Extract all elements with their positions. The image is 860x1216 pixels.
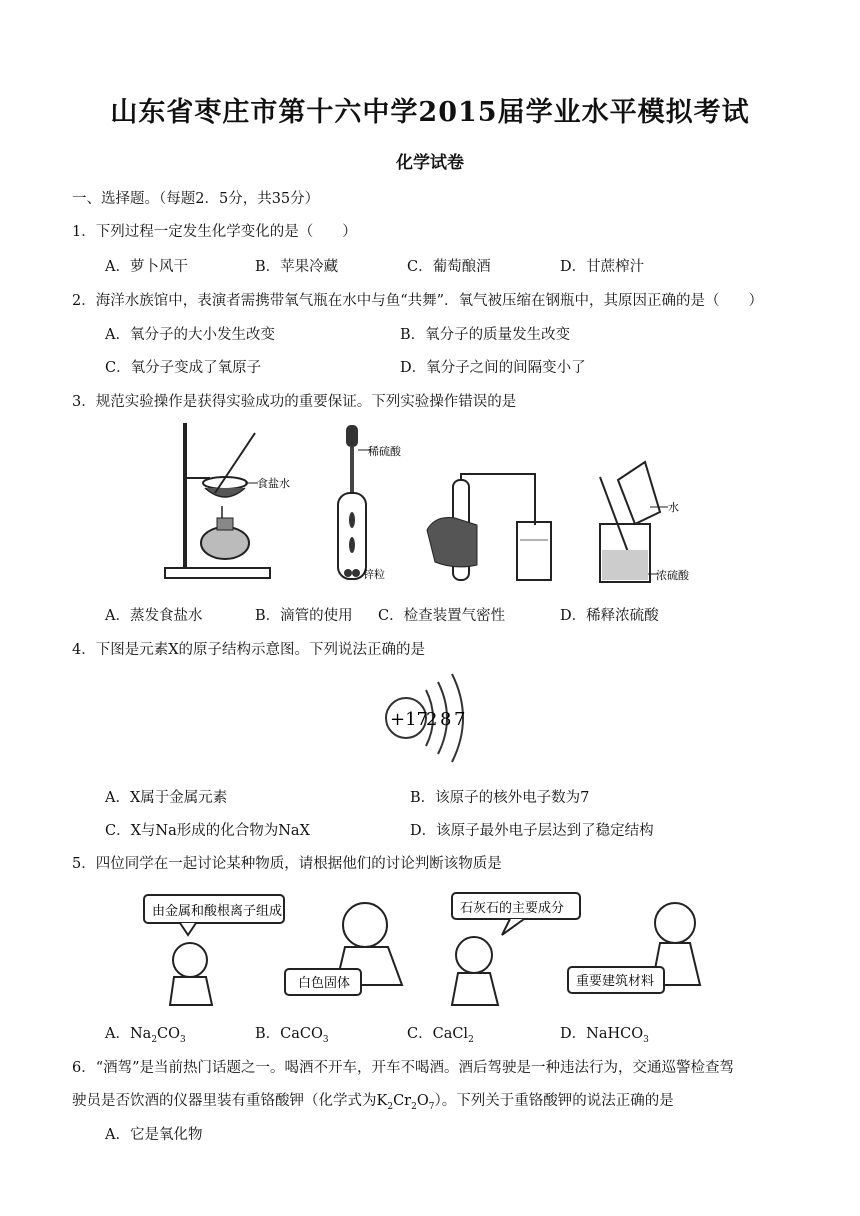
q4-option-b: B．该原子的核外电子数为7 xyxy=(410,790,590,806)
bubble-1-text: 由金属和酸根离子组成 xyxy=(152,904,283,919)
airtightness-apparatus-figure xyxy=(425,470,555,585)
q5-option-c: C．CaCl$_2$ xyxy=(407,1026,474,1045)
dropper-figure xyxy=(318,425,401,585)
bubble-4-text: 重要建筑材料 xyxy=(576,974,655,989)
exam-subtitle: 化学试卷 xyxy=(396,153,464,173)
shell-3-electrons: 7 xyxy=(454,709,466,730)
bubble-2-text: 白色固体 xyxy=(298,976,351,991)
q1-option-b: B．苹果冷藏 xyxy=(255,259,339,275)
q2-option-d: D．氧分子之间的间隔变小了 xyxy=(400,360,586,376)
q4-stem: 4．下图是元素X的原子结构示意图。下列说法正确的是 xyxy=(72,642,426,658)
label-zinc: 锌粒 xyxy=(363,568,385,581)
q1-stem: 1．下列过程一定发生化学变化的是（ ） xyxy=(72,224,357,240)
q4-option-d: D．该原子最外电子层达到了稳定结构 xyxy=(410,823,654,839)
q1-option-a: A．萝卜风干 xyxy=(105,259,188,275)
q3-option-c: C．检查装置气密性 xyxy=(378,608,506,624)
label-water: 水 xyxy=(668,501,679,514)
q3-stem: 3．规范实验操作是获得实验成功的重要保证。下列实验操作错误的是 xyxy=(72,394,517,410)
exam-title: 山东省枣庄市第十六中学2015届学业水平模拟考试 xyxy=(110,97,750,128)
shell-1-electrons: 2 xyxy=(426,709,438,730)
q4-option-c: C．X与Na形成的化合物为NaX xyxy=(105,823,310,839)
q5-stem: 5．四位同学在一起讨论某种物质，请根据他们的讨论判断该物质是 xyxy=(72,856,502,872)
shell-2-electrons: 8 xyxy=(440,709,452,730)
atom-structure-figure xyxy=(382,668,482,768)
q4-option-a: A．X属于金属元素 xyxy=(105,790,228,806)
students-discussion-figure xyxy=(140,885,710,1010)
q2-option-c: C．氧分子变成了氧原子 xyxy=(105,360,262,376)
nucleus-charge: +17 xyxy=(390,709,428,730)
q5-option-b: B．CaCO$_3$ xyxy=(255,1026,329,1045)
q3-option-b: B．滴管的使用 xyxy=(255,608,353,624)
q1-option-d: D．甘蔗榨汁 xyxy=(560,259,645,275)
q3-option-a: A．蒸发食盐水 xyxy=(105,608,203,624)
bubble-3-text: 石灰石的主要成分 xyxy=(460,901,565,916)
q1-option-c: C．葡萄酿酒 xyxy=(407,259,491,275)
q3-option-d: D．稀释浓硫酸 xyxy=(560,608,659,624)
label-conc-acid: 浓硫酸 xyxy=(656,569,689,582)
q6-stem-line-2: 驶员是否饮酒的仪器里装有重铬酸钾（化学式为$K_2Cr_2O_7$）。下列关于重铬酸钾的说法正确的是 xyxy=(72,1093,674,1112)
evaporation-apparatus-figure xyxy=(160,418,290,588)
q5-option-a: A．$Na_2CO_3$ xyxy=(105,1026,186,1045)
q2-stem: 2．海洋水族馆中，表演者需携带氧气瓶在水中与鱼“共舞”．氧气被压缩在钢瓶中，其原因正确的是（ ） xyxy=(72,293,764,309)
q6-stem-line-1: 6．“酒驾”是当前热门话题之一。喝酒不开车，开车不喝酒。酒后驾驶是一种违法行为，交通巡警检查驾 xyxy=(72,1060,735,1076)
q2-option-b: B．氧分子的质量发生改变 xyxy=(400,327,571,343)
label-dilute-acid: 稀硫酸 xyxy=(368,445,401,458)
label-salt-water: 食盐水 xyxy=(257,477,290,490)
q2-option-a: A．氧分子的大小发生改变 xyxy=(105,327,275,343)
dilution-apparatus-figure xyxy=(590,462,700,587)
q5-option-d: D．NaHCO$_3$ xyxy=(560,1026,649,1045)
section-heading: 一、选择题。（每题2．5分，共35分） xyxy=(72,191,320,207)
q6-option-a: A．它是氧化物 xyxy=(105,1127,203,1143)
